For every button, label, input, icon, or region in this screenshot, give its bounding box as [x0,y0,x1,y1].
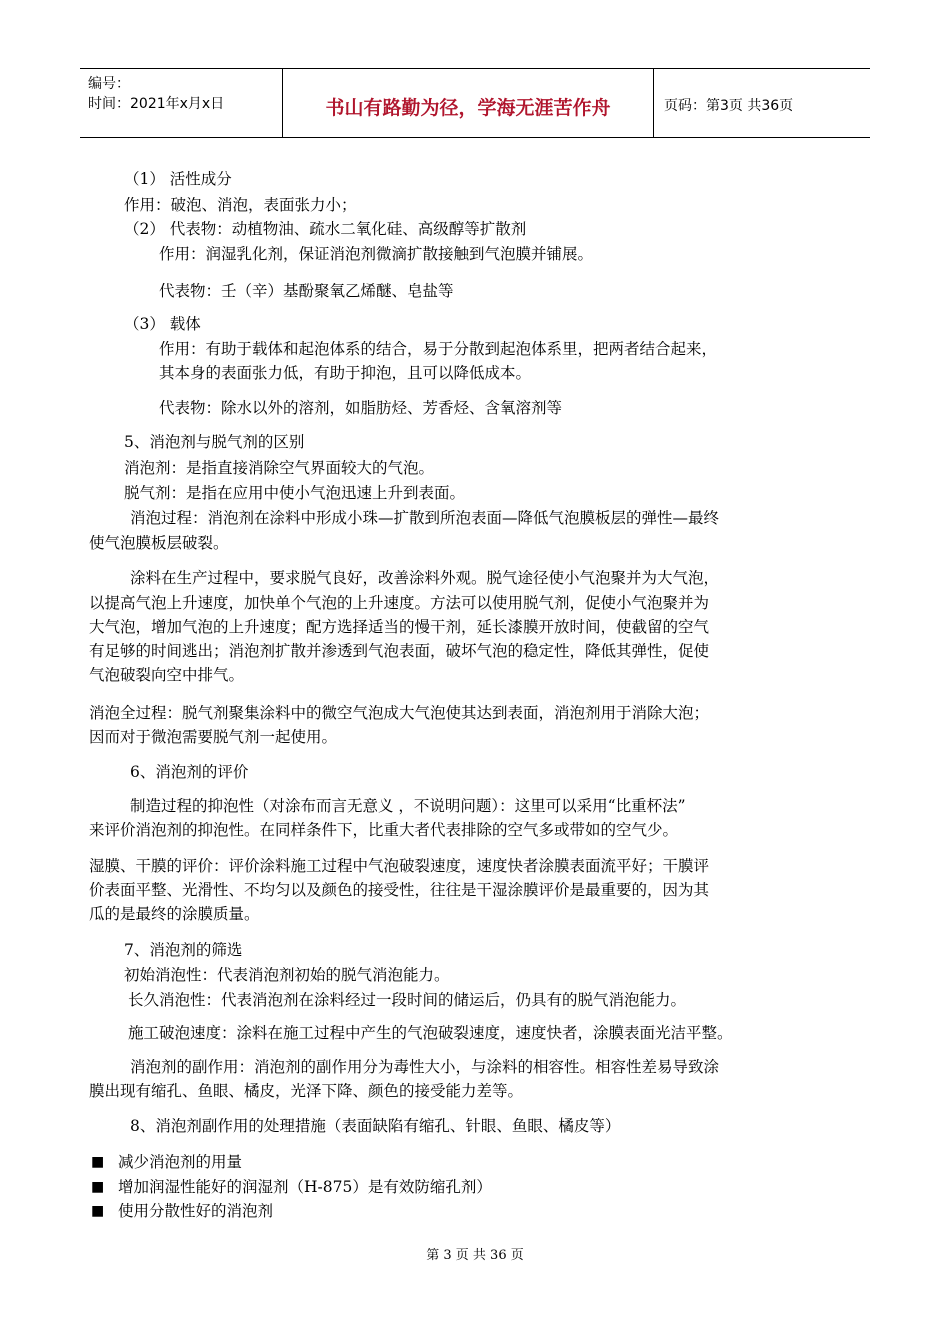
page-info: 页码：第3页 共36页 [664,98,794,114]
bullet-icon: ■ [91,1154,105,1170]
text-line: 消泡剂：是指直接消除空气界面较大的气泡。 [124,459,435,477]
text-line: 大气泡，增加气泡的上升速度；配方选择适当的慢干剂，延长漆膜开放时间，使截留的空气 [89,618,710,636]
text-line: 作用：破泡、消泡，表面张力小； [124,196,357,214]
motto: 书山有路勤为径，学海无涯苦作舟 [325,97,611,119]
date-label: 时间：2021年x月x日 [88,96,225,112]
text-line: 使气泡膜板层破裂。 [89,534,229,552]
text-line: 以提高气泡上升速度，加快单个气泡的上升速度。方法可以使用脱气剂，促使小气泡聚并为 [89,594,710,612]
list-item: 减少消泡剂的用量 [118,1153,243,1171]
text-line: 消泡全过程：脱气剂聚集涂料中的微空气泡成大气泡使其达到表面，消泡剂用于消除大泡； [89,704,710,722]
text-line: 涂料在生产过程中，要求脱气良好，改善涂料外观。脱气途径使小气泡聚并为大气泡， [130,569,720,587]
list-item: 使用分散性好的消泡剂 [118,1202,274,1220]
text-line: （1） 活性成分 [124,170,232,188]
number-label: 编号： [88,76,130,92]
header-motto-cell [283,69,654,137]
section-heading: 8、消泡剂副作用的处理措施（表面缺陷有缩孔、针眼、鱼眼、橘皮等） [130,1117,621,1135]
text-line: 膜出现有缩孔、鱼眼、橘皮，光泽下降、颜色的接受能力差等。 [89,1082,524,1100]
section-heading: 6、消泡剂的评价 [130,763,249,781]
text-line: 气泡破裂向空中排气。 [89,666,245,684]
list-item: 增加润湿性能好的润湿剂（H-875）是有效防缩孔剂） [118,1178,492,1196]
text-line: 作用：润湿乳化剂，保证消泡剂微滴扩散接触到气泡膜并铺展。 [159,245,594,263]
text-line: 制造过程的抑泡性（对涂布而言无意义 ，不说明问题）：这里可以采用“比重杯法” [130,797,686,815]
text-line: 瓜的是最终的涂膜质量。 [89,905,260,923]
bullet-icon: ■ [91,1179,105,1195]
text-line: 脱气剂：是指在应用中使小气泡迅速上升到表面。 [124,484,466,502]
text-line: 有足够的时间逃出；消泡剂扩散并渗透到气泡表面，破坏气泡的稳定性，降低其弹性，促使 [89,642,710,660]
text-line: 代表物：壬（辛）基酚聚氧乙烯醚、皂盐等 [159,282,454,300]
text-line: 代表物：除水以外的溶剂，如脂肪烃、芳香烃、含氧溶剂等 [159,399,563,417]
text-line: 长久消泡性：代表消泡剂在涂料经过一段时间的储运后，仍具有的脱气消泡能力。 [128,991,687,1009]
text-line: 初始消泡性：代表消泡剂初始的脱气消泡能力。 [124,966,450,984]
text-line: 价表面平整、光滑性、不均匀以及颜色的接受性，往往是干湿涂膜评价是最重要的，因为其 [89,881,710,899]
section-heading: 5、消泡剂与脱气剂的区别 [124,433,305,451]
bullet-icon: ■ [91,1203,105,1219]
text-line: （2） 代表物：动植物油、疏水二氧化硅、高级醇等扩散剂 [124,220,527,238]
section-heading: 7、消泡剂的筛选 [124,941,243,959]
page-footer: 第 3 页 共 36 页 [426,1248,524,1263]
text-line: （3） 载体 [124,315,201,333]
text-line: 作用：有助于载体和起泡体系的结合，易于分散到起泡体系里，把两者结合起来， [159,340,718,358]
page-header [80,68,870,138]
text-line: 来评价消泡剂的抑泡性。在同样条件下，比重大者代表排除的空气多或带如的空气少。 [89,821,679,839]
text-line: 其本身的表面张力低，有助于抑泡，且可以降低成本。 [159,364,532,382]
text-line: 因而对于微泡需要脱气剂一起使用。 [89,728,338,746]
text-line: 消泡剂的副作用：消泡剂的副作用分为毒性大小，与涂料的相容性。相容性差易导致涂 [130,1058,720,1076]
text-line: 消泡过程：消泡剂在涂料中形成小珠—扩散到所泡表面—降低气泡膜板层的弹性—最终 [130,509,720,527]
text-line: 湿膜、干膜的评价：评价涂料施工过程中气泡破裂速度，速度快者涂膜表面流平好；干膜评 [89,857,710,875]
header-page-cell [654,69,870,137]
header-meta-cell [80,69,283,137]
text-line: 施工破泡速度：涂料在施工过程中产生的气泡破裂速度，速度快者，涂膜表面光洁平整。 [128,1024,733,1042]
